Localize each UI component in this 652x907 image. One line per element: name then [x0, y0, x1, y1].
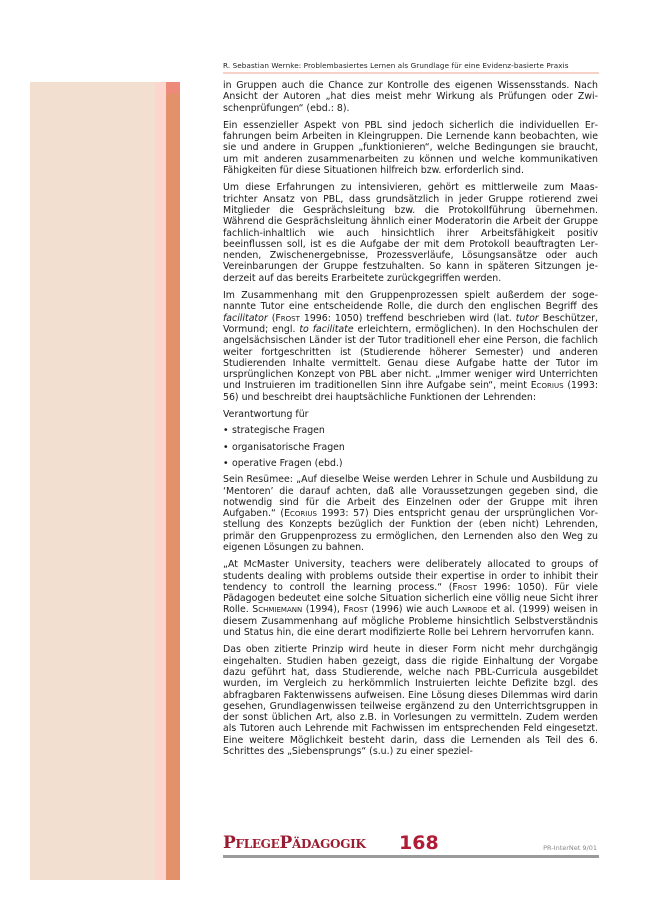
journal-brand: PflegePädagogik — [223, 833, 366, 853]
list-item: • strategische Fragen — [223, 425, 598, 436]
text-run: ( — [267, 312, 276, 324]
text-run: 1996: 1050). Für viele Pädagogen bedeutet eine solche Situation sicherlich eine völlig neue Sicht ihrer Rolle. — [223, 581, 598, 616]
text-run: (1996) wie auch — [367, 604, 452, 616]
orange-bar-top-accent — [166, 82, 180, 94]
facilitator-term: facilitator — [223, 312, 268, 324]
citation-author: Ecorius — [284, 508, 317, 520]
tutor-paragraph — [223, 290, 598, 403]
citation-author: Frost — [343, 604, 368, 616]
citation-author: Lanrode — [451, 604, 488, 616]
page-footer — [223, 833, 599, 858]
text-run: Sein Resümee: „Auf dieselbe Weise werden Lehrer in Schule und Ausbildung zu ‘Mentoren’ die darauf achten, daß alle Voraussetzungen gegeben sind, die notwendig sind für die Arbeit des Einzelnen oder der Gruppe mit ihren Aufgaben.“ ( — [223, 474, 598, 520]
text-run: „At McMaster University, teachers were deliberately allocated to groups of students dealing with problems outside their expertise in order to inhibit their tendency to controll the learning process.“ ( — [223, 559, 598, 593]
resumee-paragraph — [223, 474, 598, 553]
citation-author: Schmiemann — [252, 604, 303, 616]
issue-label: PR-InterNet 9/01 — [543, 844, 597, 852]
text-run: et al. (1999) weisen in diesem Zusammenhang auf mögliche Probleme hinsichtlich Selbstverständnis und Status hin, die eine derart modifizierte Rolle bei Lehrern hervorrufen kann. — [223, 604, 599, 639]
to-facilitate-term: to facilitate — [299, 323, 354, 335]
text-run: Im Zusammenhang mit den Gruppenprozessen spielt außerdem der sogenannte Tutor eine entscheidende Rolle, die durch den englischen Begriff des — [223, 290, 598, 313]
text-run: Beschützer, Vormund; engl. — [223, 312, 598, 335]
citation-author: Ecorius — [530, 380, 564, 392]
page-number: 168 — [399, 832, 439, 854]
paragraph: in Gruppen auch die Chance zur Kontrolle des eigenen Wissensstands. Nach Ansicht der Autoren „hat dies meist mehr Wirkung als Prüfungen oder Zwischenprüfungen“ (ebd.: 8). — [223, 80, 598, 114]
citation-author: Frost — [275, 312, 300, 324]
text-run: erleichtern, ermöglichen). In den Hochschulen der angelsächsischen Länder ist der Tutor traditionell eher eine Person, die fachlich weiter fortgeschritten ist (Studierende höherer Semester) und anderen Studierenden Inhalte vermittelt. Genau diese Aufgabe hatte der Tutor im ursprünglichen Konzept von PBL aber nicht. „Immer weniger wird Unterrichten und Instruieren im traditionellen Sinn ihre Aufgabe sein“, meint — [223, 323, 598, 392]
citation-author: Frost — [452, 581, 477, 593]
list-item: • organisatorische Fragen — [223, 442, 598, 453]
text-run: 1996: 1050) treffend beschrieben wird (lat. — [299, 312, 516, 324]
text-run: 1993: 57) Dies entspricht genau der ursprünglichen Vorstellung des Konzepts bezüglich der Funktion der (eben nicht) Lehrenden, primär den Gruppenprozess zu ermöglichen, den Lernenden also den Weg zu eigenen Lösungen zu bahnen. — [223, 508, 598, 553]
mcmaster-paragraph — [223, 559, 598, 638]
running-head: R. Sebastian Wernke: Problembasiertes Lernen als Grundlage für eine Evidenz-basierte Praxis — [223, 61, 599, 74]
margin-pink-strip — [155, 82, 166, 880]
margin-orange-bar — [166, 82, 180, 880]
list-intro: Verantwortung für — [223, 409, 309, 421]
tutor-term: tutor — [515, 312, 539, 324]
list-item: • operative Fragen (ebd.) — [223, 458, 598, 469]
article-body — [223, 80, 598, 763]
paragraph: Um diese Erfahrungen zu intensivieren, gehört es mittlerweile zum Maastrichter Ansatz von PBL, dass grundsätzlich in jeder Gruppe rotierend zwei Mitglieder die Gesprächsleitung bzw. die Protokollführung übernehmen. Während die Gesprächsleitung ähnlich einer Moderatorin die Arbeit der Gruppe fachlich-inhaltlich wie auch hinsichtlich ihrer Arbeitsfähigkeit positiv beeinflussen soll, ist es die Aufgabe der mit dem Protokoll beauftragten Lernenden, Zwischenergebnisse, Prozessverläufe, Lösungsansätze oder auch Vereinbarungen der Gruppe festzuhalten. So kann in späteren Sitzungen jederzeit auf das bereits Erarbeitete zurückgegriffen werden. — [223, 182, 598, 284]
text-run: (1993: 56) und beschreibt drei hauptsächliche Funktionen der Lehrenden: — [223, 380, 599, 403]
paragraph: Ein essenzieller Aspekt von PBL sind jedoch sicherlich die individuellen Erfahrungen beim Arbeiten in Kleingruppen. Die Lernende kann beobachten, wie sie und andere in Gruppen „funktionieren“, welche Bedingungen sie braucht, um mit anderen zusammenarbeiten zu können und welche kommunikativen Fähigkeiten für diese Situationen hilfreich bzw. erforderlich sind. — [223, 119, 598, 177]
paragraph: Das oben zitierte Prinzip wird heute in dieser Form nicht mehr durchgängig eingehalten. Studien haben gezeigt, dass die rigide Einhaltung der Vorgabe dazu geführt hat, dass Studierende, welche nach PBL-Curricula ausgebildet wurden, im Vergleich zu herkömmlich Instruierten leichte Defizite bzgl. des abfragbaren Faktenwissens aufweisen. Eine Lösung dieses Dilemmas wird darin gesehen, Grundlagenwissen teilweise ergänzend zu den Unterrichtsgruppen in der sonst üblichen Art, also z.B. in Vorlesungen zu vermitteln. Zudem werden als Tutoren auch Lehrende mit Fachwissen im entsprechenden Feld eingesetzt. Eine weitere Möglichkeit besteht darin, dass die Lernenden als Teil des 6. Schrittes des „Siebensprungs“ (s.u.) zu einer speziel- — [223, 644, 598, 758]
bullet-list — [223, 425, 598, 469]
text-run: (1994), — [302, 604, 344, 616]
left-margin-panel — [30, 82, 166, 880]
